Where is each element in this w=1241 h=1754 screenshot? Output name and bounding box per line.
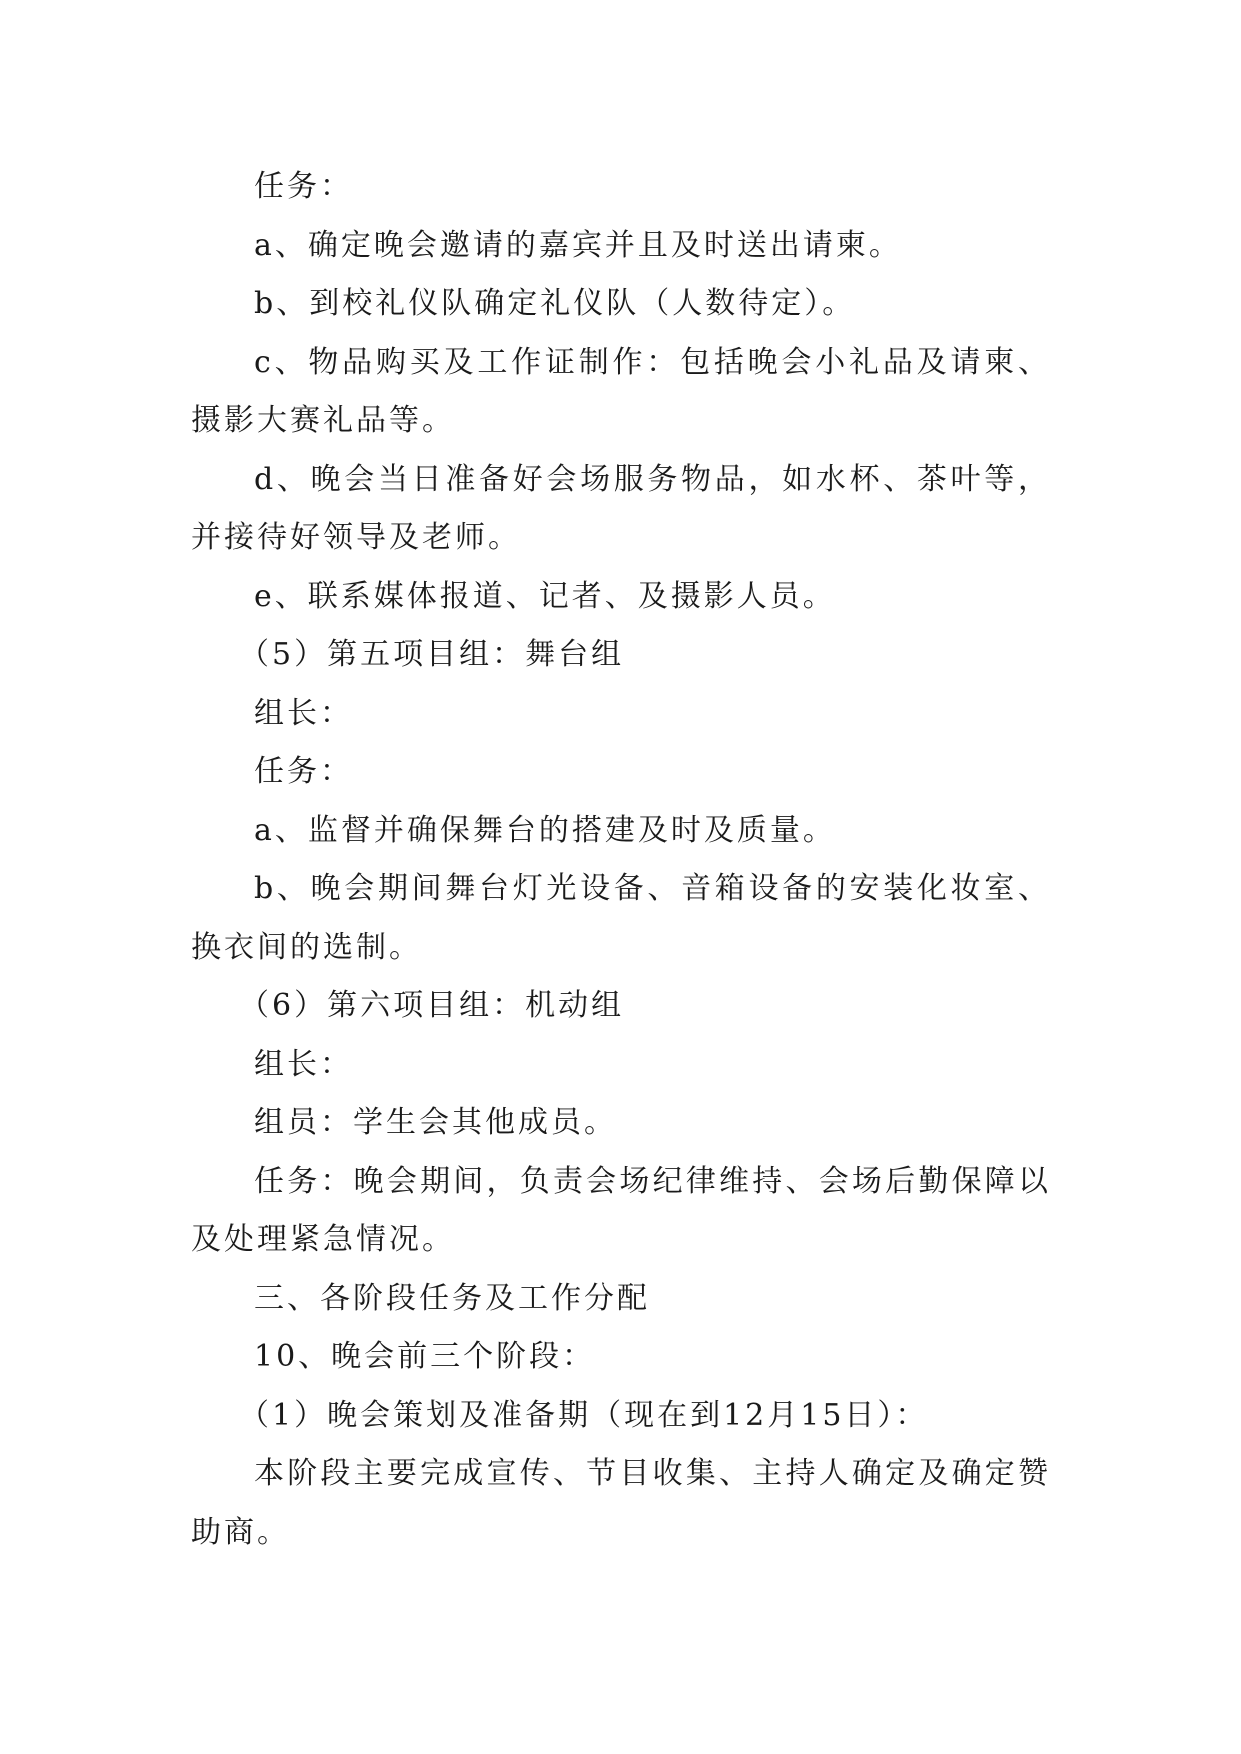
paragraph-task-description: 任务：晚会期间，负责会场纪律维持、会场后勤保障以及处理紧急情况。: [191, 1163, 1051, 1257]
paragraph-task-c: c、物品购买及工作证制作：包括晚会小礼品及请柬、摄影大赛礼品等。: [191, 344, 1051, 438]
section-heading-mobile-group: （6）第六项目组：机动组: [239, 988, 625, 1023]
paragraph-task-b: b、到校礼仪队确定礼仪队（人数待定）。: [254, 286, 856, 321]
paragraph-task-a: a、监督并确保舞台的搭建及时及质量。: [254, 812, 836, 848]
paragraph-task-heading: 任务：: [254, 754, 353, 789]
paragraph-task-a: a、确定晚会邀请的嘉宾并且及时送出请柬。: [254, 227, 902, 263]
section-heading-stage-group: （5）第五项目组：舞台组: [239, 637, 625, 672]
paragraph-task-d: d、晚会当日准备好会场服务物品，如水杯、茶叶等，并接待好领导及老师。: [191, 461, 1051, 555]
paragraph-planning-period: （1）晚会策划及准备期（现在到12月15日）：: [239, 1397, 929, 1433]
paragraph-group-leader: 组长：: [254, 695, 353, 731]
section-heading-phases: 三、各阶段任务及工作分配: [254, 1280, 650, 1316]
paragraph-pre-event-phases: 10、晚会前三个阶段：: [254, 1339, 596, 1374]
paragraph-task-e: e、联系媒体报道、记者、及摄影人员。: [254, 578, 836, 614]
document-body: [191, 158, 1051, 1562]
paragraph-group-leader: 组长：: [254, 1046, 353, 1082]
paragraph-task-heading: 任务：: [254, 169, 353, 204]
paragraph-planning-summary: 本阶段主要完成宣传、节目收集、主持人确定及确定赞助商。: [191, 1456, 1051, 1550]
paragraph-task-b: b、晚会期间舞台灯光设备、音箱设备的安装化妆室、换衣间的选制。: [191, 871, 1051, 965]
paragraph-group-members: 组员：学生会其他成员。: [254, 1105, 617, 1140]
